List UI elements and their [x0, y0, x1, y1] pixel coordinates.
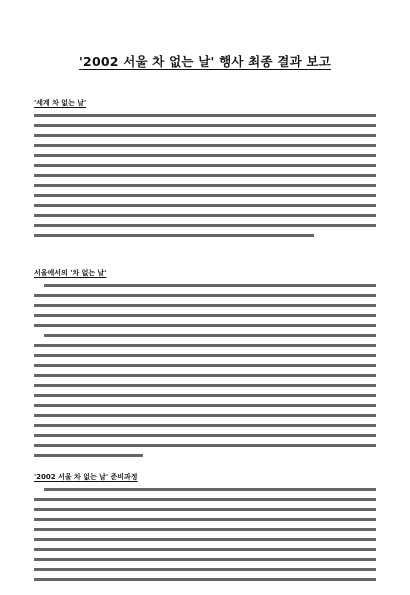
section-heading: [34, 472, 376, 482]
document-title: '2002 서울 차 없는 날' 행사 최종 결과 보고: [79, 54, 331, 69]
section-heading-text: 서울에서의 '차 없는 날': [34, 269, 107, 277]
section-heading: [34, 98, 376, 108]
section-seoul-car-free-day: [34, 268, 376, 464]
section-preparation: [34, 472, 376, 588]
section-body: [34, 488, 376, 581]
section-body: [34, 284, 376, 457]
section-heading: [34, 268, 376, 278]
section-body: [34, 114, 376, 237]
section-world-car-free-day: [34, 98, 376, 244]
section-heading-text: '세계 차 없는 날': [34, 99, 87, 107]
section-heading-text: '2002 서울 차 없는 날' 준비과정: [34, 473, 138, 481]
